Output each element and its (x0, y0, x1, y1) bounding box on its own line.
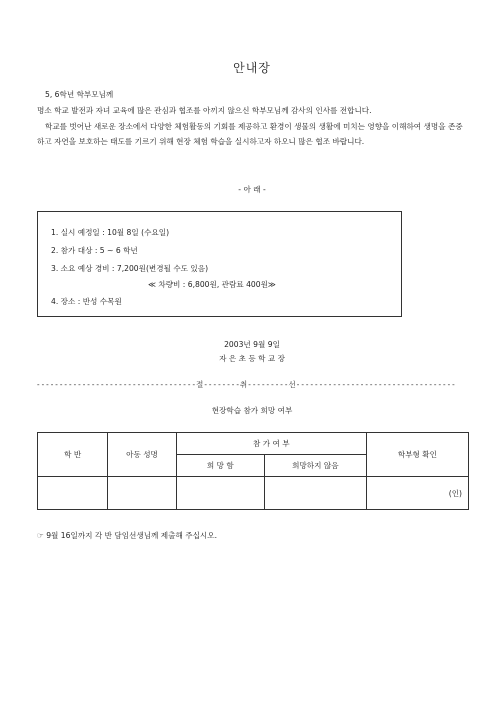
header-class: 학 반 (38, 433, 108, 477)
greeting-paragraph: 명소 학교 발전과 자녀 교육에 많은 관심과 협조를 아끼지 않으신 학부모님께 감사의 인사를 전합니다. (37, 106, 372, 115)
detail-place: 4. 장소 : 반성 수목원 (51, 297, 122, 306)
recipient-line: 5, 6학년 학부모님께 (45, 90, 114, 99)
header-parent-confirm: 학부형 확인 (366, 433, 468, 477)
principal-signature: 자 은 초 등 학 교 장 (219, 354, 285, 363)
details-box (37, 211, 402, 317)
header-participation: 참 가 여 부 (176, 433, 366, 455)
student-name-cell[interactable] (108, 477, 176, 510)
detail-date: 1. 실시 예정일 : 10월 8일 (수요일) (51, 228, 170, 237)
header-student-name: 아동 성명 (108, 433, 176, 477)
purpose-paragraph: 학교를 벗어난 새로운 장소에서 다양한 체험활동의 기회를 제공하고 환경이 생물의 생활에 미치는 영향을 이해하여 생명을 존중하고 자연을 보호하는 태도를 기르기 위해 현장 체험 학습을 실시하고자 하오니 많은 협조 바랍니다. (37, 122, 463, 146)
header-not-want: 희망하지 않음 (264, 455, 366, 477)
header-want: 희 망 함 (176, 455, 264, 477)
cut-line: -----------------------------------절--------취---------선----------------------------------- (36, 380, 456, 389)
seal-cell[interactable] (366, 477, 468, 510)
detail-cost-note: ≪ 차량비 : 6,800원, 관람료 400원≫ (148, 280, 276, 289)
footer-note: ☞ 9월 16일까지 각 반 담임선생님께 제출해 주십시오. (37, 531, 217, 540)
class-cell[interactable] (38, 477, 108, 510)
seal-mark: (인) (448, 488, 462, 498)
signed-date: 2003년 9월 9일 (224, 340, 280, 349)
section-separator: - 아 래 - (238, 185, 266, 194)
table-row (38, 477, 469, 510)
detail-target: 2. 참가 대상 : 5 ~ 6 학년 (51, 246, 138, 255)
want-cell[interactable] (176, 477, 264, 510)
reply-table (37, 432, 469, 510)
reply-title: 현장학습 참가 희망 여부 (211, 406, 293, 415)
page-title: 안내장 (233, 61, 271, 75)
detail-cost: 3. 소요 예상 경비 : 7,200원(변경될 수도 있음) (51, 264, 209, 273)
not-want-cell[interactable] (264, 477, 366, 510)
